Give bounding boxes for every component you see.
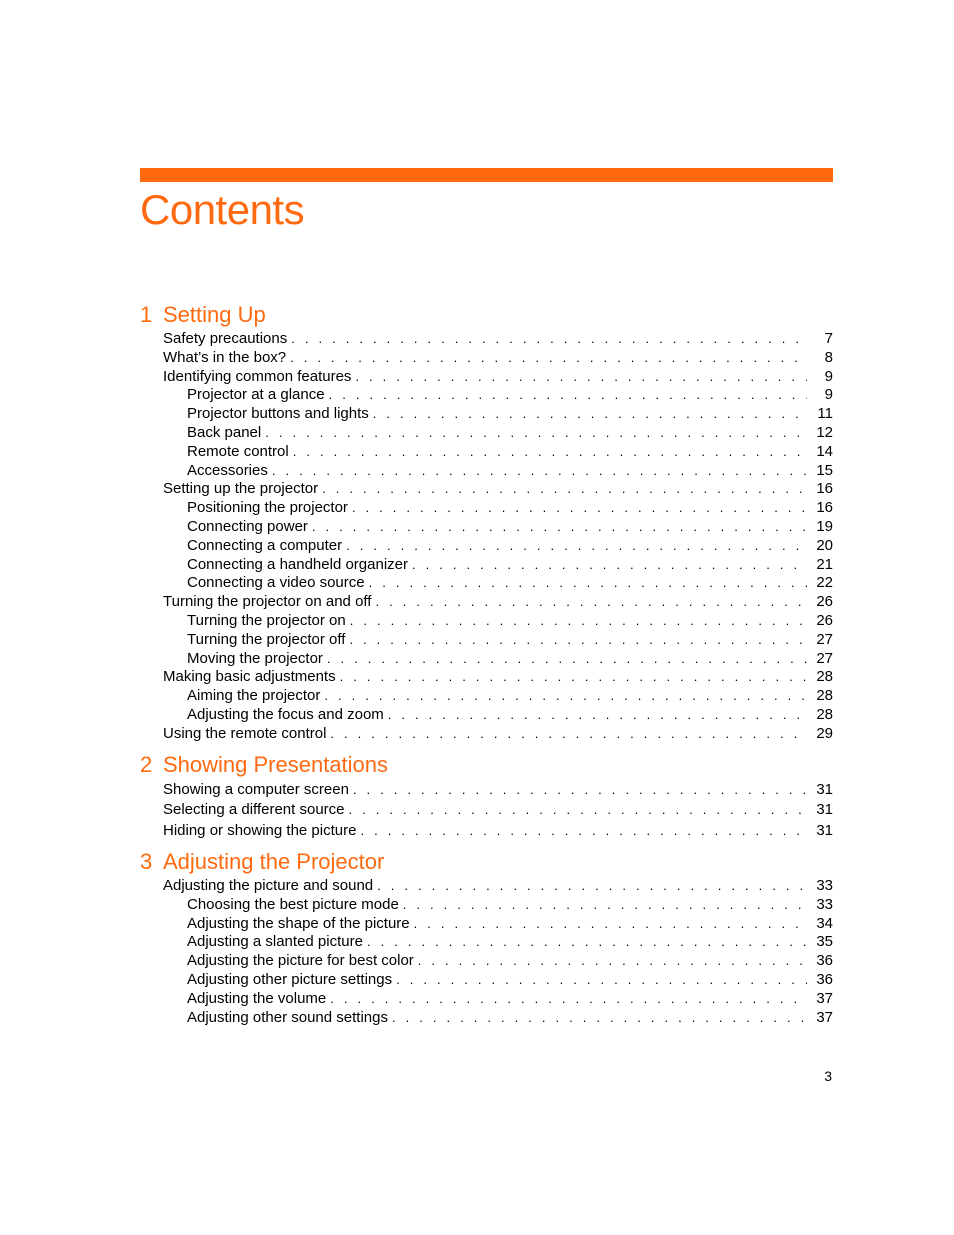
toc-entry[interactable]: [140, 593, 833, 612]
dot-leader: [403, 896, 807, 915]
dot-leader: [369, 574, 807, 593]
dot-leader: [352, 499, 807, 518]
dot-leader: [353, 780, 807, 801]
entry-label: Adjusting the focus and zoom: [187, 705, 384, 723]
toc-subentry[interactable]: [140, 915, 833, 934]
toc-subentry[interactable]: [140, 386, 833, 405]
entry-label: Connecting a computer: [187, 536, 343, 554]
chapter-section: [140, 847, 833, 1027]
dot-leader: [329, 386, 807, 405]
toc-entry[interactable]: [140, 349, 833, 368]
dot-leader: [349, 631, 807, 650]
entry-page-number: 26: [816, 611, 833, 629]
toc-subentry[interactable]: [140, 952, 833, 971]
entry-label: Connecting a handheld organizer: [187, 555, 408, 573]
dot-leader: [324, 687, 807, 706]
entry-page-number: 20: [816, 536, 833, 554]
entry-label: Identifying common features: [163, 367, 352, 385]
dot-leader: [367, 933, 807, 952]
entry-page-number: 28: [816, 687, 833, 705]
toc-entry[interactable]: [140, 780, 833, 801]
chapter-number: 2: [140, 751, 153, 777]
toc-subentry[interactable]: [140, 424, 833, 443]
toc-subentry[interactable]: [140, 933, 833, 952]
entry-label: Connecting a video source: [187, 574, 365, 592]
entry-label: Adjusting the picture and sound: [163, 877, 374, 895]
entry-page-number: 33: [816, 877, 833, 895]
dot-leader: [412, 556, 807, 575]
toc-entry[interactable]: [140, 800, 833, 821]
dot-leader: [312, 518, 807, 537]
entry-label: Turning the projector on and off: [163, 593, 372, 611]
toc-subentry[interactable]: [140, 574, 833, 593]
dot-leader: [375, 593, 807, 612]
dot-leader: [330, 990, 807, 1009]
chapter-heading[interactable]: [140, 300, 833, 330]
entry-page-number: 27: [816, 649, 833, 667]
dot-leader: [291, 330, 807, 349]
toc-entry[interactable]: [140, 368, 833, 387]
chapter-section: [140, 750, 833, 842]
page-title: Contents: [140, 186, 305, 233]
entry-page-number: 19: [816, 517, 833, 535]
entry-page-number: 14: [816, 442, 833, 460]
entry-page-number: 22: [816, 574, 833, 592]
toc-subentry[interactable]: [140, 990, 833, 1009]
dot-leader: [293, 443, 807, 462]
entry-page-number: 36: [816, 971, 833, 989]
chapter-number: 3: [140, 849, 153, 875]
entry-page-number: 27: [816, 630, 833, 648]
entry-label: Using the remote control: [163, 724, 327, 742]
toc-subentry[interactable]: [140, 687, 833, 706]
entry-label: Positioning the projector: [187, 499, 348, 517]
entry-label: Projector at a glance: [187, 386, 325, 404]
toc-entry[interactable]: [140, 480, 833, 499]
table-of-contents: [140, 300, 833, 1033]
entry-page-number: 28: [816, 705, 833, 723]
dot-leader: [346, 537, 807, 556]
toc-subentry[interactable]: [140, 556, 833, 575]
dot-leader: [388, 706, 807, 725]
entry-label: Choosing the best picture mode: [187, 895, 399, 913]
entry-page-number: 31: [816, 801, 833, 819]
toc-subentry[interactable]: [140, 499, 833, 518]
toc-entry[interactable]: [140, 877, 833, 896]
entry-page-number: 33: [816, 895, 833, 913]
toc-entry[interactable]: [140, 668, 833, 687]
entry-page-number: 9: [824, 386, 833, 404]
toc-subentry[interactable]: [140, 971, 833, 990]
entry-label: Setting up the projector: [163, 480, 319, 498]
entry-label: Adjusting other sound settings: [187, 1008, 388, 1026]
dot-leader: [272, 462, 807, 481]
entry-label: Adjusting the volume: [187, 989, 327, 1007]
chapter-section: [140, 300, 833, 744]
entry-label: Adjusting the shape of the picture: [187, 914, 410, 932]
toc-subentry[interactable]: [140, 1009, 833, 1028]
dot-leader: [349, 800, 807, 821]
chapter-title: Adjusting the Projector: [163, 849, 385, 875]
entry-label: Accessories: [187, 461, 268, 479]
chapter-title: Showing Presentations: [163, 751, 389, 777]
dot-leader: [392, 1009, 807, 1028]
entry-page-number: 37: [816, 1008, 833, 1026]
entry-label: Showing a computer screen: [163, 780, 349, 798]
entry-page-number: 15: [816, 461, 833, 479]
entry-page-number: 34: [816, 914, 833, 932]
toc-entry[interactable]: [140, 330, 833, 349]
entry-page-number: 21: [816, 555, 833, 573]
toc-subentry[interactable]: [140, 537, 833, 556]
toc-subentry[interactable]: [140, 650, 833, 669]
toc-entry[interactable]: [140, 725, 833, 744]
entry-page-number: 16: [816, 499, 833, 517]
toc-subentry[interactable]: [140, 631, 833, 650]
toc-subentry[interactable]: [140, 612, 833, 631]
dot-leader: [290, 349, 807, 368]
accent-bar: [140, 168, 833, 182]
dot-leader: [377, 877, 807, 896]
dot-leader: [322, 480, 807, 499]
entry-page-number: 12: [816, 423, 833, 441]
dot-leader: [265, 424, 807, 443]
entry-page-number: 36: [816, 952, 833, 970]
toc-subentry[interactable]: [140, 896, 833, 915]
entry-label: Adjusting a slanted picture: [187, 933, 363, 951]
entry-label: What’s in the box?: [163, 348, 287, 366]
entry-label: Remote control: [187, 442, 289, 460]
dot-leader: [355, 368, 807, 387]
toc-subentry[interactable]: [140, 518, 833, 537]
entry-page-number: 31: [816, 780, 833, 798]
toc-subentry[interactable]: [140, 462, 833, 481]
entry-label: Adjusting the picture for best color: [187, 952, 414, 970]
entry-label: Projector buttons and lights: [187, 405, 369, 423]
entry-label: Adjusting other picture settings: [187, 971, 393, 989]
entry-page-number: 29: [816, 724, 833, 742]
dot-leader: [418, 952, 807, 971]
entry-label: Safety precautions: [163, 330, 288, 347]
entry-page-number: 8: [824, 348, 833, 366]
dot-leader: [327, 650, 807, 669]
dot-leader: [330, 725, 807, 744]
chapter-number: 1: [140, 302, 153, 327]
entry-page-number: 11: [817, 405, 833, 423]
entry-label: Turning the projector on: [187, 611, 346, 629]
dot-leader: [350, 612, 807, 631]
entry-page-number: 31: [816, 821, 833, 839]
chapter-heading[interactable]: [140, 750, 833, 780]
dot-leader: [373, 405, 807, 424]
dot-leader: [360, 821, 807, 842]
dot-leader: [340, 668, 807, 687]
dot-leader: [414, 915, 807, 934]
entry-page-number: 26: [816, 593, 833, 611]
entry-page-number: 35: [816, 933, 833, 951]
entry-page-number: 16: [816, 480, 833, 498]
chapter-heading[interactable]: [140, 847, 833, 877]
chapter-title: Setting Up: [163, 302, 266, 327]
entry-label: Aiming the projector: [187, 687, 321, 705]
entry-page-number: 37: [816, 989, 833, 1007]
entry-label: Selecting a different source: [163, 801, 345, 819]
entry-label: Back panel: [187, 423, 262, 441]
toc-subentry[interactable]: [140, 405, 833, 424]
toc-entry[interactable]: [140, 821, 833, 842]
toc-subentry[interactable]: [140, 443, 833, 462]
entry-page-number: 28: [816, 668, 833, 686]
toc-subentry[interactable]: [140, 706, 833, 725]
entry-label: Making basic adjustments: [163, 668, 336, 686]
dot-leader: [396, 971, 807, 990]
entry-label: Hiding or showing the picture: [163, 821, 357, 839]
entry-page-number: 9: [824, 367, 833, 385]
entry-page-number: 7: [824, 330, 833, 347]
entry-label: Connecting power: [187, 517, 308, 535]
entry-label: Turning the projector off: [187, 630, 346, 648]
entry-label: Moving the projector: [187, 649, 323, 667]
page-number: 3: [824, 1068, 832, 1084]
